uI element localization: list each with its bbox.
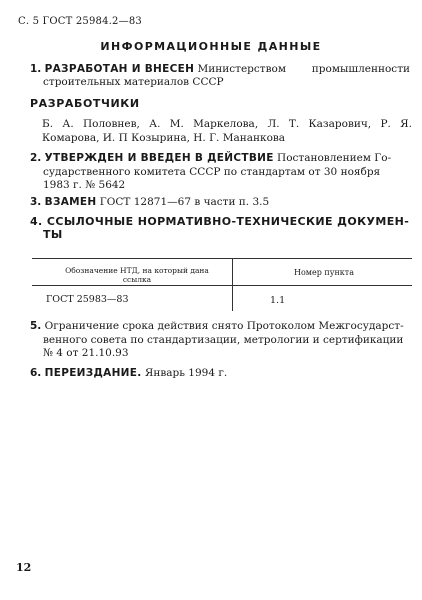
section-3-lead: ВЗАМЕН: [44, 196, 97, 208]
table-header-document: Обозначение НТД, на который дана ссылка: [65, 266, 209, 284]
page-number: 12: [16, 561, 32, 574]
section-3-text: ГОСТ 12871—67 в части п. 3.5: [99, 196, 270, 208]
section-5-number: 5.: [30, 320, 42, 332]
table-column-divider: [232, 258, 233, 311]
section-4-line2: ТЫ: [43, 228, 63, 241]
developers-names: Б. А. Половнев, А. М. Маркелова, Л. Т. Казарович, Р. Я. Комарова, И. П Козырина, Н. Г. Мананкова: [42, 118, 412, 144]
section-1-continuation: строительных материалов СССР: [43, 76, 224, 88]
developers-heading: РАЗРАБОТЧИКИ: [30, 97, 140, 110]
section-2-line1: Постановлением Го-: [277, 152, 392, 164]
section-4-line1: ССЫЛОЧНЫЕ НОРМАТИВНО-ТЕХНИЧЕСКИЕ ДОКУМЕН-: [46, 215, 410, 228]
section-6: [30, 367, 410, 380]
section-6-text: Январь 1994 г.: [144, 367, 228, 379]
section-3: [30, 196, 410, 209]
section-5: [30, 320, 410, 361]
table-cell-item: 1.1: [270, 295, 286, 306]
section-2-line3: 1983 г. № 5642: [43, 179, 126, 191]
section-5-line2: венного совета по стандартизации, метрологии и сертификации: [43, 333, 404, 346]
table-cell-document: ГОСТ 25983—83: [46, 294, 129, 305]
page-title: ИНФОРМАЦИОННЫЕ ДАННЫЕ: [100, 40, 322, 53]
section-1-text: Министерством: [197, 63, 286, 75]
section-5-line1: Ограничение срока действия снято Протоколом Межгосударст-: [44, 320, 404, 332]
section-1-right: промышленности: [311, 63, 410, 75]
table-top-rule: [32, 258, 412, 259]
section-5-line3: № 4 от 21.10.93: [43, 347, 129, 359]
section-6-lead: ПЕРЕИЗДАНИЕ.: [44, 367, 142, 379]
section-2-line2: сударственного комитета СССР по стандартам от 30 ноября: [43, 165, 381, 178]
section-1: [30, 63, 410, 89]
table-header-rule: [32, 285, 412, 286]
reference-table: [32, 255, 412, 310]
section-2: [30, 152, 410, 193]
section-1-number: 1.: [30, 63, 42, 75]
section-6-number: 6.: [30, 367, 42, 379]
section-3-number: 3.: [30, 196, 42, 208]
section-2-lead: УТВЕРЖДЕН И ВВЕДЕН В ДЕЙСТВИЕ: [44, 152, 274, 164]
section-2-number: 2.: [30, 152, 42, 164]
section-1-lead: РАЗРАБОТАН И ВНЕСЕН: [44, 63, 195, 75]
section-4-number: 4.: [30, 215, 43, 228]
table-header-item: Номер пункта: [294, 268, 354, 277]
section-4: [30, 215, 410, 241]
page-header: С. 5 ГОСТ 25984.2—83: [18, 16, 142, 27]
